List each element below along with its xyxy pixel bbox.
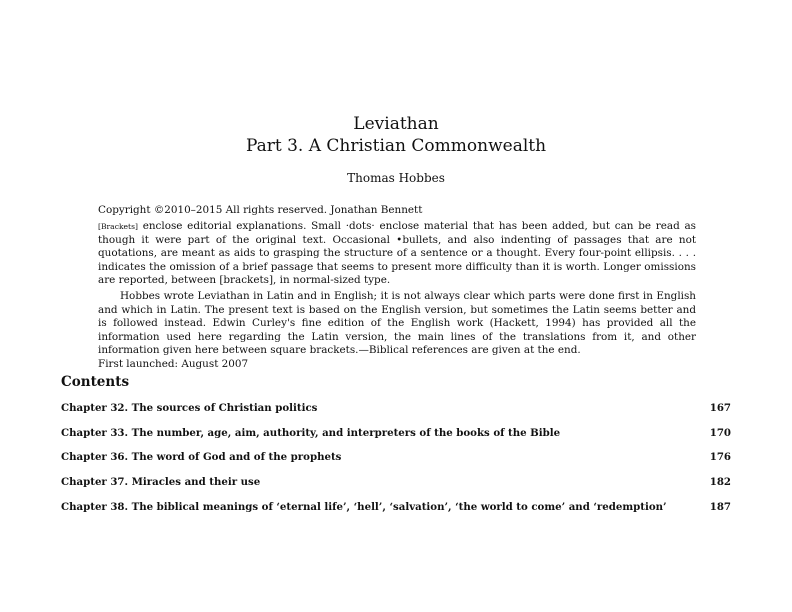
toc-entry-label: Chapter 36. The word of God and of the prophets xyxy=(61,451,342,463)
toc-entry-page: 170 xyxy=(709,427,731,439)
toc-entry-label: Chapter 32. The sources of Christian politics xyxy=(61,402,318,414)
editorial-note-text: enclose editorial explanations. Small ·dots· enclose material that has been added, but can be read as though it were part of the original text. Occasional •bullets, and also indenting of passages that are not quotations, are meant as aids to grasping the structure of a sentence or a thought. Every four-point ellipsis. . . . indicates the omission of a brief passage that seems to present more difficulty than it is worth. Longer omissions are reported, between [brackets], in normal-sized type. xyxy=(98,220,696,287)
brackets-label: [Brackets] xyxy=(98,222,138,231)
toc-entry-chapter-36[interactable] xyxy=(61,451,731,467)
document-subtitle: Part 3. A Christian Commonwealth xyxy=(245,136,547,156)
toc-entry-page: 176 xyxy=(709,451,731,463)
first-launched-date: First launched: August 2007 xyxy=(98,358,249,370)
toc-entry-label: Chapter 38. The biblical meanings of ‘eternal life’, ‘hell’, ‘salvation’, ‘the world to come’ and ‘redemption’ xyxy=(61,501,667,513)
author-name: Thomas Hobbes xyxy=(347,171,445,185)
toc-entry-page: 187 xyxy=(709,501,731,513)
toc-entry-label: Chapter 33. The number, age, aim, authority, and interpreters of the books of the Bible xyxy=(61,427,561,439)
editorial-note xyxy=(98,220,696,288)
toc-entry-chapter-33[interactable] xyxy=(61,427,731,443)
toc-entry-label: Chapter 37. Miracles and their use xyxy=(61,476,261,488)
toc-entry-page: 167 xyxy=(709,402,731,414)
copyright-notice: Copyright ©2010–2015 All rights reserved. Jonathan Bennett xyxy=(98,204,423,216)
toc-entry-chapter-32[interactable] xyxy=(61,402,731,418)
document-title: Leviathan xyxy=(353,114,439,134)
toc-entry-page: 182 xyxy=(709,476,731,488)
toc-entry-chapter-37[interactable] xyxy=(61,476,731,492)
toc-entry-chapter-38[interactable] xyxy=(61,501,731,517)
translation-note: Hobbes wrote Leviathan in Latin and in English; it is not always clear which parts were done first in English and which in Latin. The present text is based on the English version, but sometimes the Latin seems better and is followed instead. Edwin Curley's fine edition of the English work (Hackett, 1994) has provided all the information used here regarding the Latin version, the main lines of the translations from it, and other information given here between square brackets.—Biblical references are given at the end. xyxy=(98,290,696,357)
contents-heading: Contents xyxy=(61,374,130,390)
